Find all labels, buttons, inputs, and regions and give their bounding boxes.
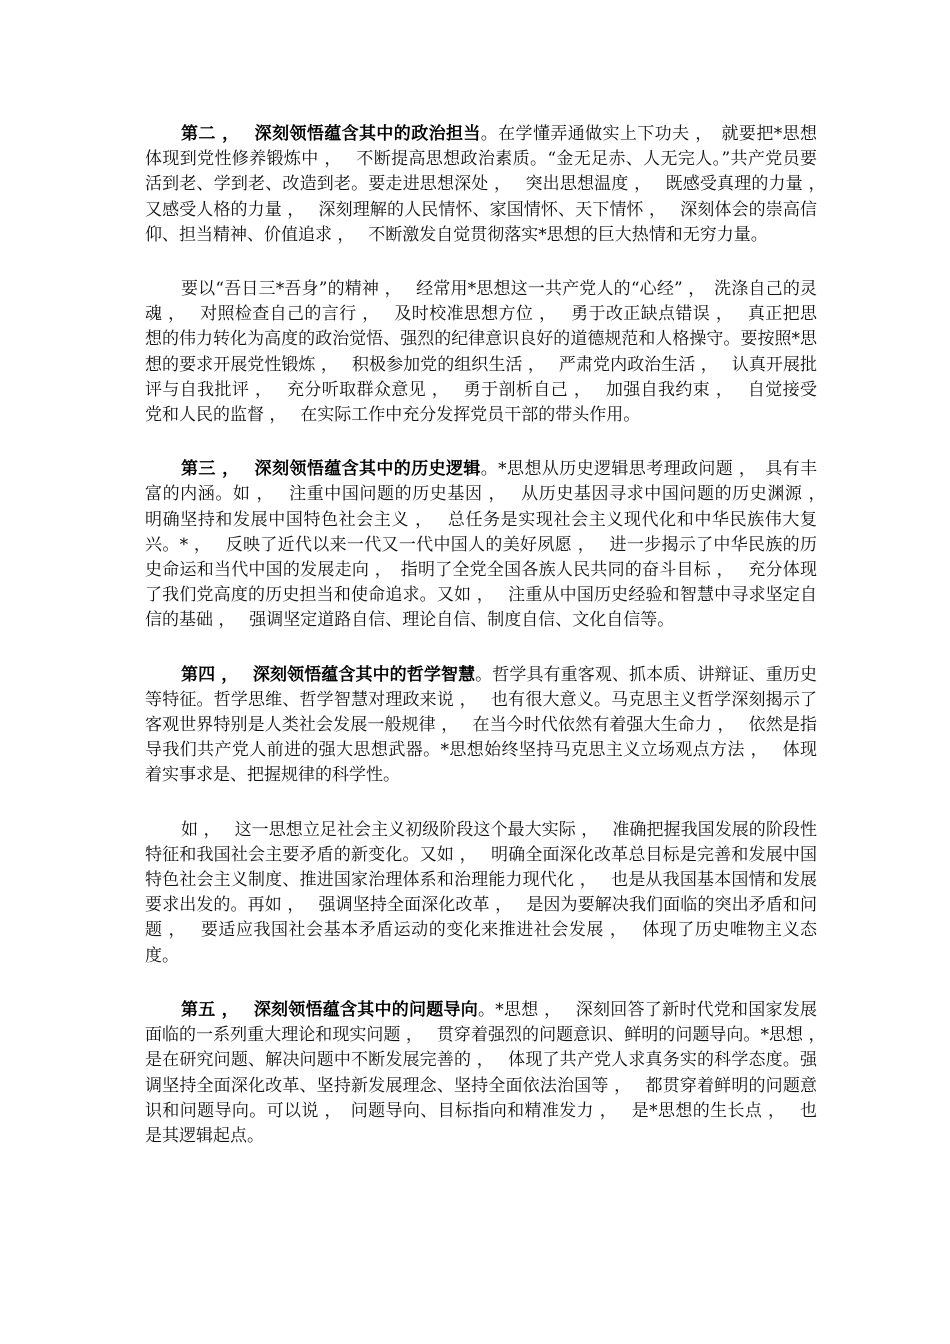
document-body (145, 122, 840, 1178)
paragraph-self-reflection (145, 277, 817, 428)
paragraph-examples (145, 818, 817, 969)
paragraph-heading: 第四 ， 深刻领悟蕴含其中的哲学智慧 (181, 664, 476, 685)
paragraph-second (145, 122, 840, 248)
paragraph-text: 。哲学具有重客观、抓本质、讲辩证、重历史等特征。哲学思维、哲学智慧对理政来说 ， 也有很大意义。马克思主义哲学深刻揭示了客观世界特别是人类社会发展一般规律 ， 在当今时代依然有着强大生命力 ， 依然是指导我们共产党人前进的强大思想武器。*思想始终坚持马克思主义立场观点方法 ， 体现着实事求是、把握规律的科学性。 (145, 664, 817, 786)
paragraph-text: 。*思想从历史逻辑思考理政问题 ， 具有丰富的内涵。如 ， 注重中国问题的历史基因 ， 从历史基因寻求中国问题的历史渊源 ， 明确坚持和发展中国特色社会主义 ， 总任务是实现社会主义现代化和中华民族伟大复兴。* ， 反映了近代以来一代又一代中国人的美好夙愿 ， 进一步揭示了中华民族的历史命运和当代中国的发展走向 ， 指明了全党全国各族人民共同的奋斗目标 ， 充分体现了我们党高度的历史担当和使命追求。又如 ， 注重从中国历史经验和智慧中寻求坚定自信的基础 ， 强调坚定道路自信、理论自信、制度自信、文化自信等。 (145, 459, 840, 631)
paragraph-heading: 第五 ， 深刻领悟蕴含其中的问题导向 (181, 999, 479, 1020)
paragraph-fourth (145, 663, 817, 789)
paragraph-text: 。*思想 ， 深刻回答了新时代党和国家发展面临的一系列重大理论和现实问题 ， 贯穿着强烈的问题意识、鲜明的问题导向。*思想 ， 是在研究问题、解决问题中不断发展完善的 ， 体现了共产党人求真务实的科学态度。强调坚持全面深化改革、坚持新发展理念、坚持全面依法治国等 ， 都贯穿着鲜明的问题意识和问题导向。可以说 ， 问题导向、目标指向和精准发力 ， 是*思想的生长点 ， 也是其逻辑起点。 (145, 999, 840, 1146)
paragraph-heading: 第二 ， 深刻领悟蕴含其中的政治担当 (181, 124, 481, 144)
paragraph-text: 。在学懂弄通做实上下功夫 ， 就要把*思想体现到党性修养锻炼中 ， 不断提高思想政治素质。“金无足赤、人无完人。”共产党员要活到老、学到老、改造到老。要走进思想深处 ， 突出思想温度 ， 既感受真理的力量 ， 又感受人格的力量 ， 深刻理解的人民情怀、家国情怀、天下情怀 ， 深刻体会的崇高信仰、担当精神、价值追求 ， 不断激发自觉贯彻落实*思想的巨大热情和无穷力量。 (145, 124, 840, 245)
paragraph-third (145, 457, 840, 633)
paragraph-fifth (145, 998, 840, 1149)
paragraph-text: 如 ， 这一思想立足社会主义初级阶段这个最大实际 ， 准确把握我国发展的阶段性特征和我国社会主要矛盾的新变化。又如 ， 明确全面深化改革总目标是完善和发展中国特色社会主义制度、推进国家治理体系和治理能力现代化 ， 也是从我国基本国情和发展要求出发的。再如 ， 强调坚持全面深化改革 ， 是因为要解决我们面临的突出矛盾和问题 ， 要适应我国社会基本矛盾运动的变化来推进社会发展 ， 体现了历史唯物主义态度。 (145, 819, 817, 966)
paragraph-text: 要以“吾日三*吾身”的精神 ， 经常用*思想这一共产党人的“心经” ， 洗涤自己的灵魂 ， 对照检查自己的言行 ， 及时校准思想方位 ， 勇于改正缺点错误 ， 真正把思想的伟力转化为高度的政治觉悟、强烈的纪律意识良好的道德规范和人格操守。要按照*思想的要求开展党性锻炼 ， 积极参加党的组织生活 ， 严肃党内政治生活 ， 认真开展批评与自我批评 ， 充分听取群众意见 ， 勇于剖析自己 ， 加强自我约束 ， 自觉接受党和人民的监督 ， 在实际工作中充分发挥党员干部的带头作用。 (145, 279, 817, 426)
paragraph-heading: 第三 ， 深刻领悟蕴含其中的历史逻辑 (181, 459, 481, 480)
